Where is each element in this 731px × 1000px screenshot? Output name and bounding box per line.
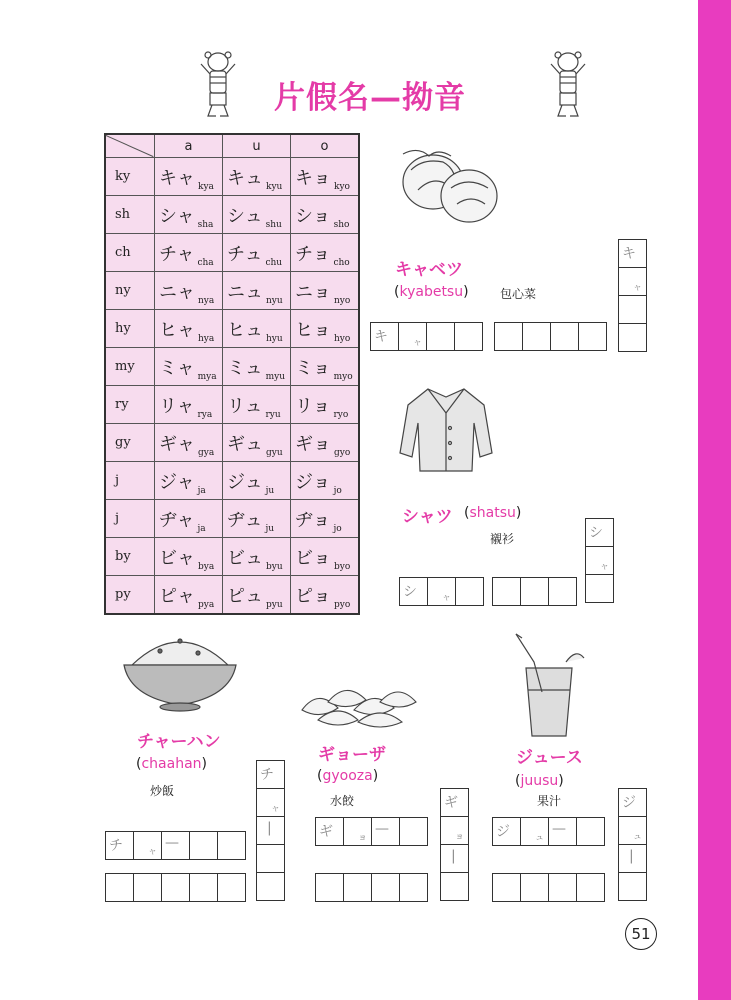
cabbage-practice-row-2 [495,322,607,351]
practice-box[interactable] [256,788,285,817]
paren: ( [136,756,142,772]
kana-cell [155,386,223,424]
romaji-text: pyu [266,599,283,610]
practice-box[interactable] [256,872,285,901]
kana-cell [155,576,223,615]
trace-char: — [375,821,389,837]
gyoza-romaji [317,768,378,784]
kana-text: ビョ [295,547,331,569]
kana-text: チョ [295,243,331,265]
trace-char: — [165,835,179,851]
row-label: j [105,462,155,500]
kana-cell [155,462,223,500]
romaji-text: kyu [266,181,283,192]
kana-cell [291,576,360,615]
row-label: j [105,500,155,538]
juice-kana: ジュース [516,748,583,768]
cabbage-kana: キャベツ [395,260,463,280]
romaji-text: hya [198,333,215,344]
romaji-text: byu [266,561,283,572]
practice-box[interactable] [161,831,190,860]
trace-char: ャ [600,562,610,572]
kana-text: ヂョ [295,509,331,531]
practice-box[interactable] [315,873,344,902]
practice-box[interactable] [161,873,190,902]
table-row [105,386,359,424]
practice-box[interactable] [618,816,647,845]
romaji-text: pyo [334,599,351,610]
practice-box[interactable] [440,816,469,845]
kana-text: ミャ [159,357,195,379]
kana-text: ミョ [295,357,331,379]
kana-cell [155,348,223,386]
kana-text: キャ [159,167,195,189]
col-header: a [155,134,223,158]
practice-box[interactable] [520,577,549,606]
practice-box[interactable] [133,831,162,860]
practice-box[interactable] [492,873,521,902]
practice-box[interactable] [520,873,549,902]
table-header-row [105,134,359,158]
kana-cell [291,538,360,576]
romaji-text: jo [333,523,342,534]
practice-box[interactable] [315,817,344,846]
kana-cell [155,424,223,462]
kana-text: ニョ [295,281,331,303]
romaji-text: hyo [334,333,351,344]
table-row [105,538,359,576]
practice-box[interactable] [548,577,577,606]
shirt-vertical-practice [585,519,614,603]
friedrice-romaji [136,756,207,772]
kana-text: ピャ [159,585,195,607]
gyoza-chinese: 水餃 [330,794,355,808]
kana-cell [223,158,291,196]
row-label: hy [105,310,155,348]
kana-text: ニャ [159,281,195,303]
romaji-text: shatsu [469,505,516,521]
practice-box[interactable] [371,873,400,902]
kana-cell [155,310,223,348]
practice-box[interactable] [618,844,647,873]
practice-box[interactable] [440,788,469,817]
kana-text: ビャ [159,547,195,569]
table-row [105,462,359,500]
kana-text: ジョ [295,471,331,493]
page-title: 片假名—拗音 [274,80,466,116]
romaji-text: gya [198,447,215,458]
row-label: py [105,576,155,615]
juice-chinese: 果汁 [537,794,562,808]
kana-text: ヒョ [295,319,331,341]
trace-char: ギ [319,824,333,840]
practice-box[interactable] [548,817,577,846]
kana-cell [155,272,223,310]
trace-char: ャ [442,593,452,603]
trace-char: ャ [633,283,643,293]
trace-char: ュ [633,832,643,842]
romaji-text: nyu [266,295,283,306]
col-header: u [223,134,291,158]
kana-cell [223,196,291,234]
romaji-text: kyabetsu [399,284,464,300]
trace-char: ジ [496,824,510,840]
practice-box[interactable] [133,873,162,902]
romaji-text: pya [198,599,215,610]
romaji-text: ju [265,485,275,496]
paren: ) [558,773,564,789]
romaji-text: nya [198,295,215,306]
kana-text: ビュ [227,547,263,569]
corner-cell [105,134,155,158]
kana-text: ギュ [227,433,263,455]
romaji-text: kya [198,181,214,192]
romaji-text: cha [197,257,214,268]
kana-text: チュ [227,243,263,265]
kana-text: リュ [227,395,263,417]
fried-rice-illustration [120,627,240,712]
practice-box[interactable] [189,873,218,902]
practice-box[interactable] [217,831,246,860]
trace-char: | [267,820,272,836]
cabbage-illustration [393,140,505,232]
practice-box[interactable] [522,322,551,351]
paren: ) [463,284,469,300]
kana-cell [223,386,291,424]
row-label: ky [105,158,155,196]
table-row [105,196,359,234]
romaji-text: gyu [266,447,283,458]
romaji-text: chaahan [141,756,202,772]
trace-char: — [552,821,566,837]
kana-text: シャ [159,205,195,227]
kana-cell [291,500,360,538]
practice-box[interactable] [426,322,455,351]
trace-char: キ [374,329,388,345]
trace-char: チ [260,767,274,783]
romaji-text: gyo [334,447,351,458]
kana-text: リャ [159,395,195,417]
table-row [105,158,359,196]
friedrice-practice-row [106,831,246,860]
practice-box[interactable] [550,322,579,351]
kana-cell [291,310,360,348]
shirt-kana: シャツ [402,507,453,527]
romaji-text: ja [197,523,206,534]
cabbage-chinese: 包心菜 [500,287,537,301]
kana-text: ミュ [227,357,263,379]
friedrice-kana: チャーハン [137,732,221,752]
romaji-text: myu [265,371,286,382]
practice-box[interactable] [454,322,483,351]
kana-cell [291,234,360,272]
practice-box[interactable] [399,817,428,846]
practice-box[interactable] [189,831,218,860]
trace-char: ャ [148,847,158,857]
practice-box[interactable] [440,844,469,873]
romaji-text: cho [333,257,350,268]
kana-text: ヂャ [159,509,195,531]
trace-char: | [451,848,456,864]
table-row [105,272,359,310]
juice-practice-row [493,817,605,846]
paren: ( [394,284,400,300]
kana-cell [223,462,291,500]
practice-box[interactable] [256,816,285,845]
romaji-text: chu [265,257,283,268]
romaji-text: juusu [520,773,559,789]
gyoza-kana: ギョーザ [318,745,386,765]
romaji-text: byo [334,561,351,572]
kana-cell [223,234,291,272]
row-label: ry [105,386,155,424]
kana-text: ピュ [227,585,263,607]
kana-cell [223,576,291,615]
kana-text: ヂュ [227,509,263,531]
juice-romaji [515,773,564,789]
romaji-text: ryu [265,409,281,420]
shirt-chinese: 襯衫 [490,532,515,546]
practice-box[interactable] [343,817,372,846]
kana-cell [155,158,223,196]
paren: ( [515,773,521,789]
practice-box[interactable] [585,546,614,575]
romaji-text: sho [333,219,350,230]
practice-box[interactable] [398,322,427,351]
juice-illustration [512,632,590,740]
kana-text: ギャ [159,433,195,455]
shirt-practice-row-2 [493,577,577,606]
table-row [105,424,359,462]
kana-cell [291,348,360,386]
table-row [105,576,359,615]
kana-cell [291,386,360,424]
kana-cell [223,424,291,462]
trace-char: ギ [444,795,458,811]
kana-text: キョ [295,167,331,189]
col-header: o [291,134,360,158]
row-label: ny [105,272,155,310]
kana-text: ピョ [295,585,331,607]
romaji-text: sha [197,219,214,230]
romaji-text: bya [198,561,215,572]
kana-cell [223,272,291,310]
juice-practice-row-2 [493,873,605,902]
friedrice-practice-row-2 [106,873,246,902]
practice-box[interactable] [585,518,614,547]
practice-box[interactable] [618,872,647,901]
table-row [105,348,359,386]
kana-text: ヒャ [159,319,195,341]
kana-cell [155,538,223,576]
romaji-text: mya [197,371,217,382]
practice-box[interactable] [618,295,647,324]
kana-text: ジュ [227,471,263,493]
gyoza-practice-row-2 [316,873,428,902]
cabbage-vertical-practice [618,240,647,352]
romaji-text: hyu [266,333,283,344]
practice-box[interactable] [618,323,647,352]
juice-vertical-practice [618,789,647,901]
table-row [105,310,359,348]
shirt-romaji [464,505,521,521]
practice-box[interactable] [585,574,614,603]
kana-text: ニュ [227,281,263,303]
romaji-text: ja [197,485,206,496]
practice-box[interactable] [618,788,647,817]
romaji-text: kyo [334,181,350,192]
practice-box[interactable] [618,239,647,268]
kana-cell [155,500,223,538]
page-number: 51 [625,918,657,950]
shirt-illustration [398,383,493,475]
row-label: by [105,538,155,576]
trace-char: ュ [535,833,545,843]
kana-cell [223,500,291,538]
romaji-text: gyooza [322,768,373,784]
trace-char: ョ [455,832,465,842]
trace-char: | [629,848,634,864]
practice-box[interactable] [371,817,400,846]
kana-cell [223,310,291,348]
kana-cell [291,158,360,196]
kana-cell [291,272,360,310]
practice-box[interactable] [370,322,399,351]
table-row [105,234,359,272]
romaji-text: ju [265,523,275,534]
row-label: my [105,348,155,386]
trace-char: ャ [413,338,423,348]
kana-cell [223,538,291,576]
page-edge-bar [698,0,731,1000]
trace-char: ャ [271,804,281,814]
romaji-text: rya [197,409,213,420]
friedrice-vertical-practice [256,761,285,901]
shirt-practice-row [400,577,484,606]
practice-box[interactable] [399,873,428,902]
trace-char: シ [589,525,603,541]
romaji-text: myo [333,371,353,382]
kana-text: シュ [227,205,263,227]
kana-text: リョ [295,395,331,417]
kana-text: ジャ [159,471,195,493]
practice-box[interactable] [217,873,246,902]
kana-cell [291,462,360,500]
youon-table [104,133,360,615]
romaji-text: jo [333,485,342,496]
practice-box[interactable] [440,872,469,901]
trace-char: ョ [358,833,368,843]
paren: ( [464,505,470,521]
gyoza-vertical-practice [440,789,469,901]
gyoza-illustration [298,680,420,730]
trace-char: シ [403,584,417,600]
table-row [105,500,359,538]
kana-cell [155,196,223,234]
practice-box[interactable] [576,873,605,902]
practice-box[interactable] [494,322,523,351]
practice-box[interactable] [492,577,521,606]
trace-char: キ [622,246,636,262]
kana-text: ショ [295,205,331,227]
kana-cell [223,348,291,386]
bear-mascot-right [546,50,590,120]
trace-char: チ [109,838,123,854]
practice-box[interactable] [399,577,428,606]
row-label: gy [105,424,155,462]
kana-cell [291,424,360,462]
paren: ) [201,756,207,772]
row-label: sh [105,196,155,234]
cabbage-practice-row [371,322,483,351]
kana-text: ヒュ [227,319,263,341]
paren: ) [372,768,379,784]
trace-char: ジ [622,795,636,811]
practice-box[interactable] [548,873,577,902]
kana-text: ギョ [295,433,331,455]
practice-box[interactable] [256,760,285,789]
practice-box[interactable] [343,873,372,902]
practice-box[interactable] [578,322,607,351]
practice-box[interactable] [427,577,456,606]
friedrice-chinese: 炒飯 [150,784,175,798]
practice-box[interactable] [492,817,521,846]
practice-box[interactable] [105,873,134,902]
romaji-text: shu [265,219,282,230]
kana-cell [155,234,223,272]
practice-box[interactable] [105,831,134,860]
kana-text: キュ [227,167,263,189]
paren: ) [515,505,522,521]
romaji-text: nyo [334,295,351,306]
practice-box[interactable] [455,577,484,606]
row-label: ch [105,234,155,272]
kana-text: チャ [159,243,195,265]
cabbage-romaji [394,284,469,300]
practice-box[interactable] [618,267,647,296]
romaji-text: ryo [333,409,349,420]
kana-cell [291,196,360,234]
practice-box[interactable] [256,844,285,873]
gyoza-practice-row [316,817,428,846]
practice-box[interactable] [576,817,605,846]
practice-box[interactable] [520,817,549,846]
paren: ( [317,768,323,784]
